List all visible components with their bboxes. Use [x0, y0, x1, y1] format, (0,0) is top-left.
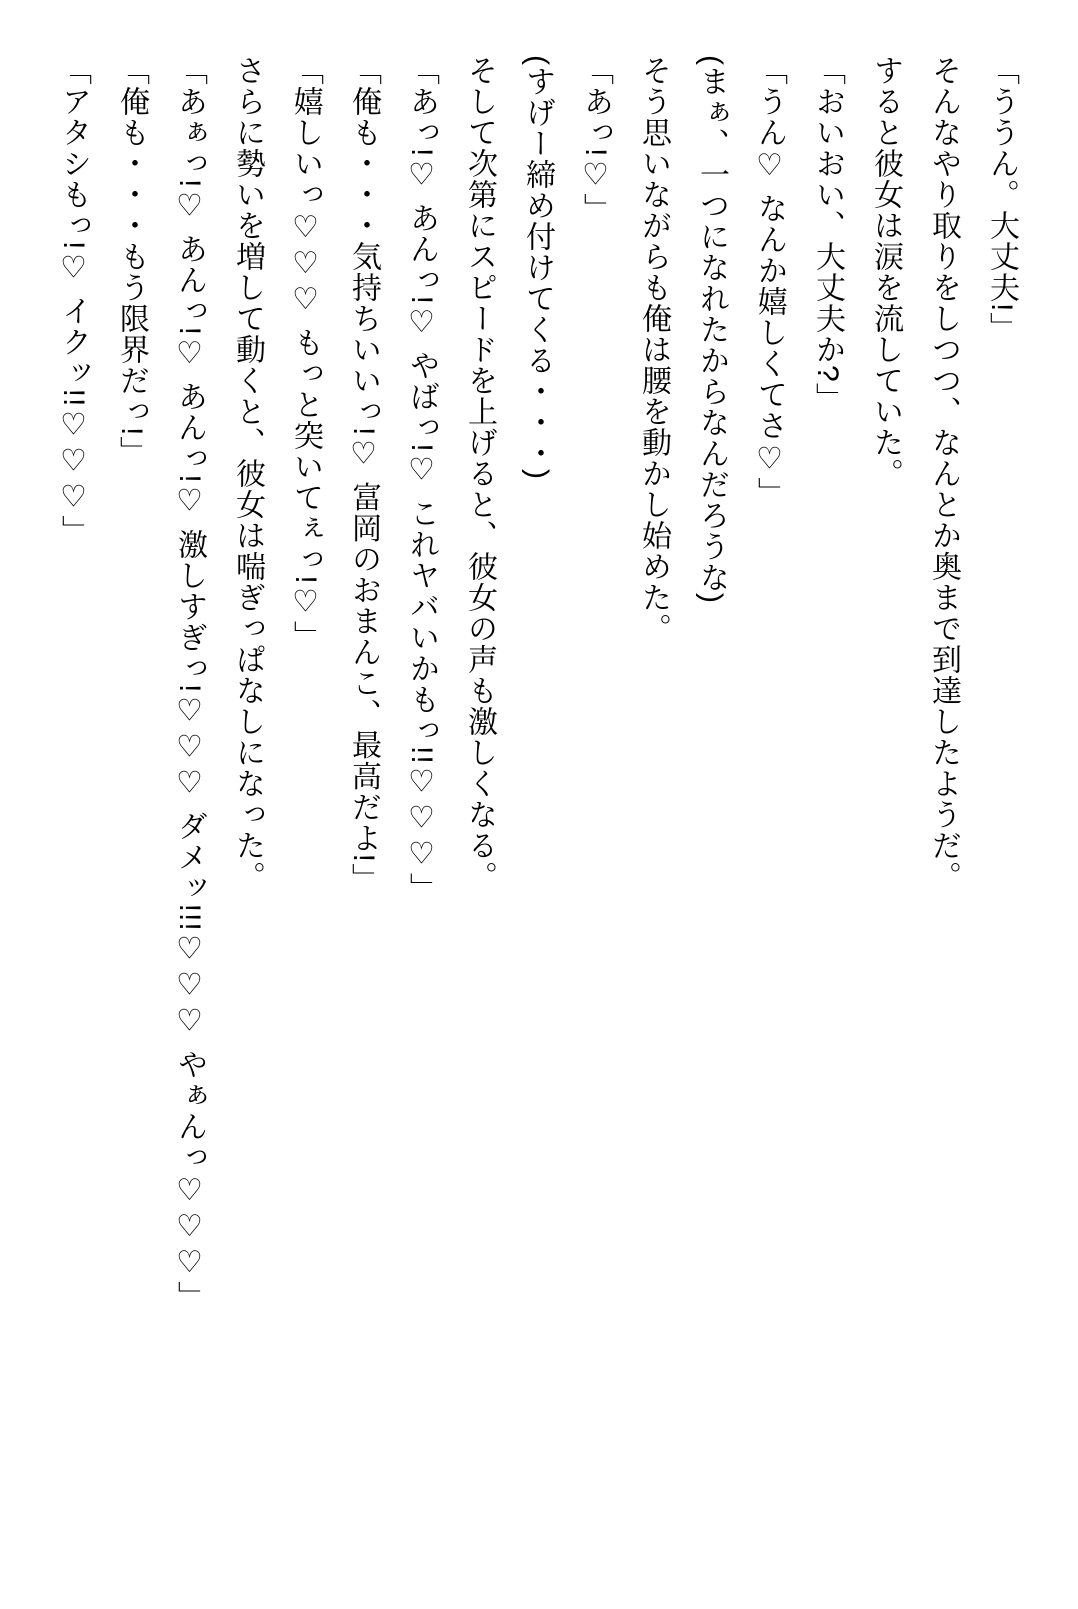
- text-line-17: 「アタシもっ!♡ イクッ!!♡♡♡」: [57, 55, 90, 547]
- text-line-16: 「俺も・・・もう限界だっ!」: [115, 55, 148, 468]
- text-line-1: 「ううん。大丈夫!」: [985, 55, 1018, 344]
- text-line-15: 「あぁっ!♡ あんっ!♡ あんっ!♡ 激しすぎっ!♡♡♡ ダメッ!!!♡♡♡ やぁんっ♡♡♡」: [173, 55, 206, 1313]
- text-line-9: (すげー締め付けてくる・・・): [521, 55, 554, 480]
- text-line-7: そう思いながらも俺は腰を動かし始めた。: [637, 55, 670, 644]
- text-line-5: 「うん♡ なんか嬉しくてさ♡」: [753, 55, 786, 509]
- vertical-text-body: [30, 55, 1030, 1455]
- text-line-12: 「俺も・・・気持ちいいっ!♡ 富岡のおまんこ、最高だよ!」: [347, 55, 380, 895]
- text-line-2: そんなやり取りをしつつ、なんとか奥まで到達したようだ。: [927, 55, 960, 892]
- text-line-13: 「嬉しいっ♡♡♡ もっと突いてぇっ!♡」: [289, 55, 322, 652]
- text-line-14: さらに勢いを増して動くと、彼女は喘ぎっぱなしになった。: [231, 55, 264, 892]
- text-line-11: 「あっ!♡ あんっ!♡ やばっ!♡ これヤバいかもっ!!♡♡♡」: [405, 55, 438, 904]
- text-line-8: 「あっ!♡」: [579, 55, 612, 225]
- text-line-3: すると彼女は涙を流していた。: [869, 55, 902, 489]
- text-line-4: 「おいおい、大丈夫か?」: [811, 55, 844, 414]
- text-line-6: (まぁ、一つになれたからなんだろうな): [695, 55, 728, 604]
- text-line-10: そして次第にスピードを上げると、彼女の声も激しくなる。: [463, 55, 496, 892]
